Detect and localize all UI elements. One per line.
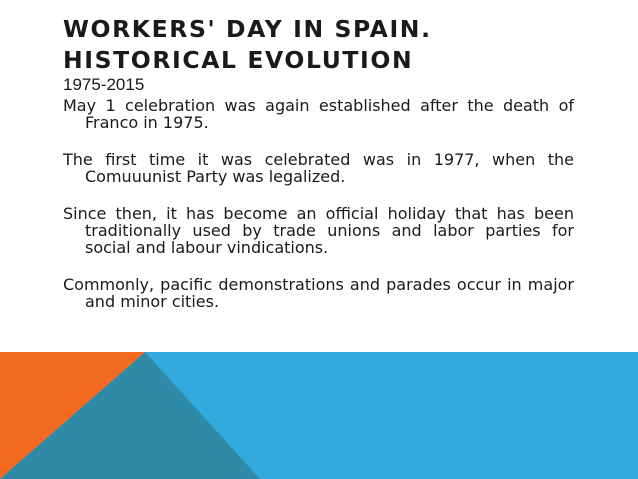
paragraph-1977: The first time it was celebrated was in 1977, when the Comuuunist Party was legalized. bbox=[63, 150, 574, 186]
slide-subtitle: 1975-2015 bbox=[63, 75, 145, 94]
slide-body bbox=[63, 97, 574, 330]
title-line-2: HISTORICAL EVOLUTION bbox=[63, 46, 414, 74]
footer-decoration bbox=[0, 352, 638, 479]
title-line-1: WORKERS' DAY IN SPAIN. bbox=[63, 15, 432, 43]
paragraph-franco: May 1 celebration was again established after the death of Franco in 1975. bbox=[63, 96, 574, 132]
paragraph-demonstrations: Commonly, pacific demonstrations and parades occur in major and minor cities. bbox=[63, 275, 574, 311]
slide-title bbox=[63, 14, 583, 76]
paragraph-holiday: Since then, it has become an official holiday that has been traditionally used by trade unions and labor parties for social and labour vindications. bbox=[63, 204, 574, 257]
